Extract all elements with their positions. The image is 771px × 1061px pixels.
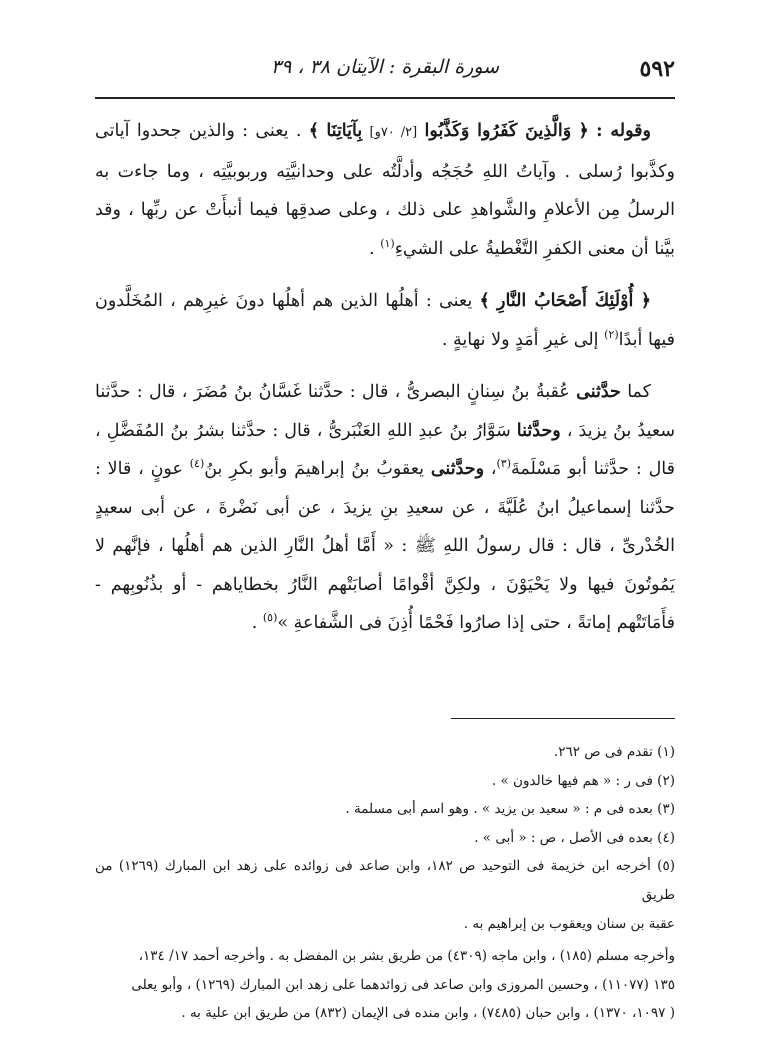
narration-keyword: وحدَّثنا xyxy=(516,420,561,441)
footnote-marker: (٢) xyxy=(604,327,619,341)
page-number: ٥٩٢ xyxy=(639,56,675,82)
hadith-text: يعقوبُ بنُ إبراهيمَ وأبو بكرِ بنُ xyxy=(204,459,425,479)
hadith-text: عونٍ ، قالا : حدَّثنا إسماعيلُ ابنُ عُلَيَّةَ ، عن سعيدِ بنِ يزيدَ ، عن أبى نَضْرةَ ، عن أبى سعيدٍ الخُدْرىِّ ، قال : قال رسولُ اللهِ ﷺ : « أَمَّا أهلُ النَّارِ الذين هم أهلُها ، فإنَّهم لا يَمُوتُونَ فيها ولا يَحْيَوْنَ ، ولكِنَّ أقْوامًا أصابَتْهم النَّارُ بخطاياهم - أو بذُنُوبِهم - فأَمَاتَتْهم إماتةً ، حتى إذا صارُوا فَحْمًا أُذِنَ فى الشَّفاعةِ » xyxy=(95,459,675,633)
hadith-text: سَوَّارُ بنُ عبدِ اللهِ العَنْبَرىُّ ، قال : حدَّثنا بشرُ بنُ المُفَضَّلِ ، قال : حدَّثنا أبو مَسْلَمةَ xyxy=(95,420,675,479)
page-header xyxy=(95,48,675,92)
quran-bracket-close: ﴾ xyxy=(308,121,319,141)
footnote-5-para2-cont: ١٣٥ (١١٠٧٧) ، وحسين المروزى وابن صاعد فى زوائدهما على زهد ابن المبارك (١٢٦٩) ، وأبو يعلى xyxy=(131,976,675,993)
quran-quote-2: بِآيَاتِنَا xyxy=(326,121,363,141)
quran-bracket-open: ﴿ xyxy=(640,291,651,311)
footnote-marker: (٥) xyxy=(262,611,278,625)
hadith-text: كما xyxy=(627,382,651,402)
sentence-end: . xyxy=(251,613,258,633)
footnote-1: (١) تقدم فى ص ٢٦٢. xyxy=(553,744,675,760)
footnote-3: (٣) بعده فى م : « سعيد بن يزيد » . وهو اسم أبى مسلمة . xyxy=(345,801,675,818)
footnotes xyxy=(95,738,675,1028)
quran-quote: وَالَّذِينَ كَفَرُوا وَكَذَّبُوا xyxy=(424,121,572,141)
commentary-text-2: إلى غيرِ أمَدٍ ولا نهايةٍ . xyxy=(441,329,599,350)
sentence-end: . xyxy=(369,238,375,259)
footnote-5: (٥) أخرجه ابن خزيمة فى التوحيد ص ١٨٢، وابن صاعد فى زوائده على زهد ابن المبارك (١٢٦٩) من طريق xyxy=(95,858,675,903)
quran-bracket-open: ﴿ xyxy=(578,121,589,141)
footnote-5-para2-cont-2: ( ١٠٩٧، ١٣٧٠) ، وابن حبان (٧٤٨٥) ، وابن منده فى الإيمان (٨٣٢) من طريق ابن علية به . xyxy=(181,1005,675,1022)
hadith-text: ، xyxy=(490,459,497,479)
footnote-4: (٤) بعده فى الأصل ، ص : « أبى » . xyxy=(474,829,675,846)
paragraph-verse-38 xyxy=(95,112,675,268)
narration-keyword: وحدَّثنى xyxy=(430,459,485,479)
paragraph-hadith xyxy=(95,373,675,643)
commentary-text: . يعنى : والذين جحدوا آياتى وكذَّبوا رُسلى . وآياتُ اللهِ حُجَجُه وأدلَّتُه على وحدانيَّتِه وربوبيَّتِه ، وما جاءت به الرسلُ مِن الأعلامِ والشَّواهدِ على ذلك ، وعلى صدقِها فيما أنبأَتْ عن ربِّها ، وقد بيَّنا أن معنى الكفرِ التَّغْطيةُ على الشيءِ xyxy=(95,121,675,259)
running-title: سورة البقرة : الآيتان ٣٨ ، ٣٩ xyxy=(270,56,500,78)
hadith-text: عُقبةُ بنُ سِنانٍ البصرىُّ ، قال : حدَّثنا غَسَّانُ بنُ مُضَرَ ، قال : حدَّثنا سعيدُ بنُ يزيدَ ، xyxy=(95,382,675,441)
footnote-5-para2: وأخرجه مسلم (١٨٥) ، وابن ماجه (٤٣٠٩) من طريق بشر بن المفضل به . وأخرجه أحمد ١٧/ ١٣٤، xyxy=(138,948,675,965)
commentary-text: يعنى : أهلُها الذين هم أهلُها دونَ غيرِهم ، المُخَلَّدون فيها أبدًا xyxy=(95,291,675,350)
main-text xyxy=(95,112,675,657)
footnote-5-cont: عقبة بن سنان ويعقوب بن إبراهيم به . xyxy=(463,915,675,932)
footnote-marker: (٣) xyxy=(496,457,512,471)
footnote-2: (٢) فى ر : « هم فيها خالدون » . xyxy=(491,772,675,789)
footnote-marker: (١) xyxy=(380,236,395,250)
quran-bracket-close: ﴾ xyxy=(479,291,490,311)
header-rule xyxy=(95,97,675,99)
manuscript-ref: [٢/ ٧٠و] xyxy=(369,125,418,140)
lead-word: وقوله : xyxy=(596,121,651,141)
paragraph-verse-39 xyxy=(95,282,675,359)
narration-keyword: حدَّثنى xyxy=(576,382,621,402)
footnote-separator xyxy=(451,718,675,719)
quran-quote: أُوْلَئِكَ أَصْحَابُ النَّارِ xyxy=(497,291,634,311)
footnote-marker: (٤) xyxy=(189,457,205,471)
